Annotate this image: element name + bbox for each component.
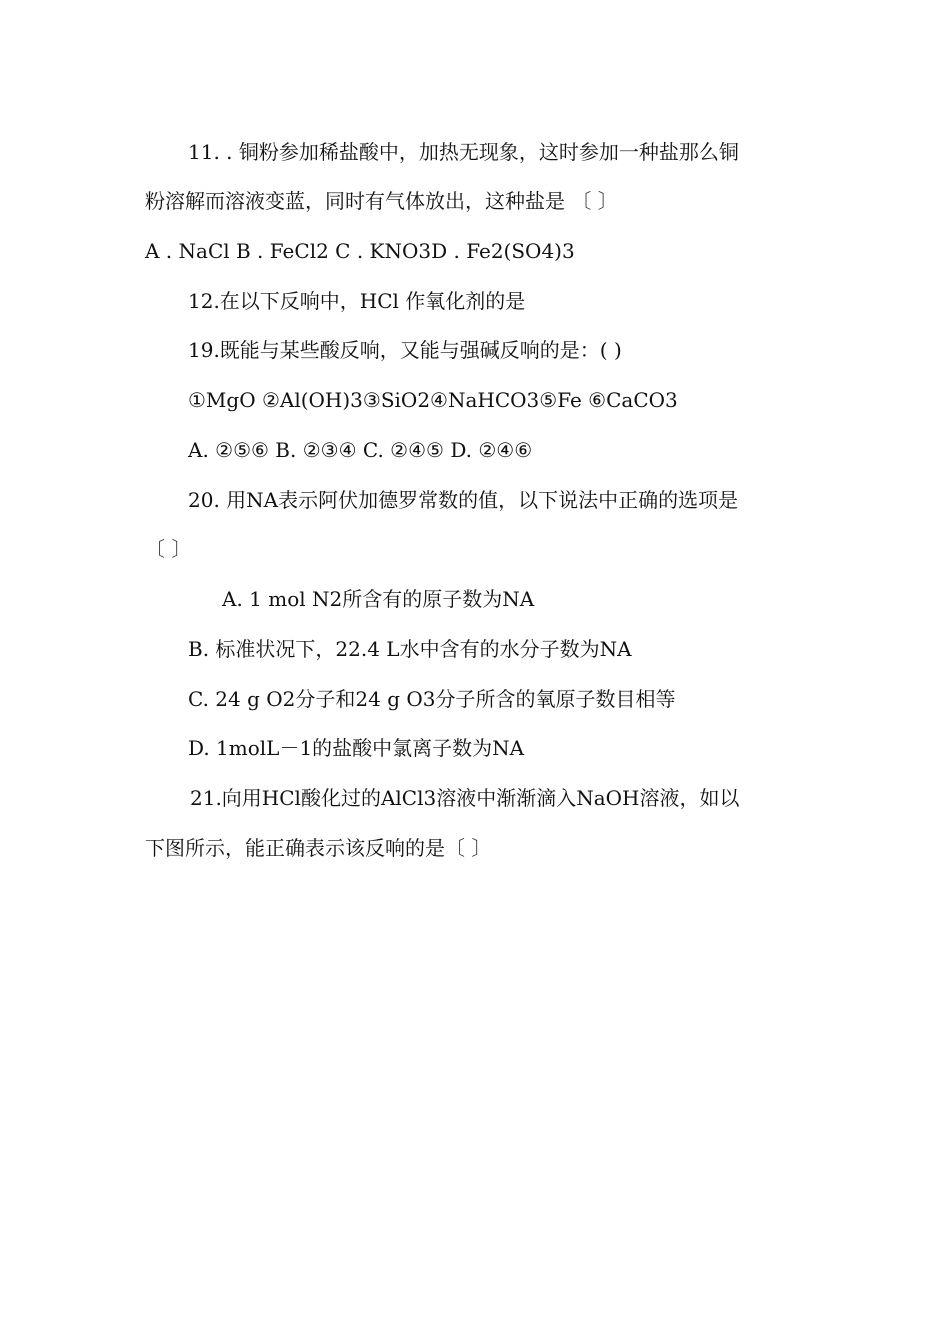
q12-line: 12.在以下反响中，HCl 作氧化剂的是 [188, 289, 526, 313]
q11-options: A . NaCl B . FeCl2 C . KNO3D . Fe2(SO4)3 [145, 239, 575, 263]
q20-option-d: D. 1molL－1的盐酸中氯离子数为NA [188, 736, 525, 760]
q20-line-1: 20. 用NA表示阿伏加德罗常数的值，以下说法中正确的选项是 [188, 488, 739, 512]
q20-option-b: B. 标准状况下，22.4 L水中含有的水分子数为NA [188, 637, 632, 661]
q21-line-1: 21.向用HCl酸化过的AlCl3溶液中渐渐滴入NaOH溶液，如以 [190, 786, 740, 810]
q11-line-1: 11. . 铜粉参加稀盐酸中，加热无现象，这时参加一种盐那么铜 [188, 140, 739, 164]
q21-line-2: 下图所示，能正确表示该反响的是〔 〕 [145, 836, 492, 860]
q20-line-2: 〔 〕 [145, 537, 192, 561]
q19-line: 19.既能与某些酸反响，又能与强碱反响的是：( ) [188, 338, 622, 362]
q19-items: ①MgO ②Al(OH)3③SiO2④NaHCO3⑤Fe ⑥CaCO3 [188, 388, 678, 412]
q20-option-a: A. 1 mol N2所含有的原子数为NA [222, 587, 535, 611]
q20-option-c: C. 24 g O2分子和24 g O3分子所含的氧原子数目相等 [188, 687, 676, 711]
q19-options: A. ②⑤⑥ B. ②③④ C. ②④⑤ D. ②④⑥ [188, 438, 533, 462]
q11-line-2: 粉溶解而溶液变蓝，同时有气体放出，这种盐是 〔 〕 [145, 189, 618, 213]
